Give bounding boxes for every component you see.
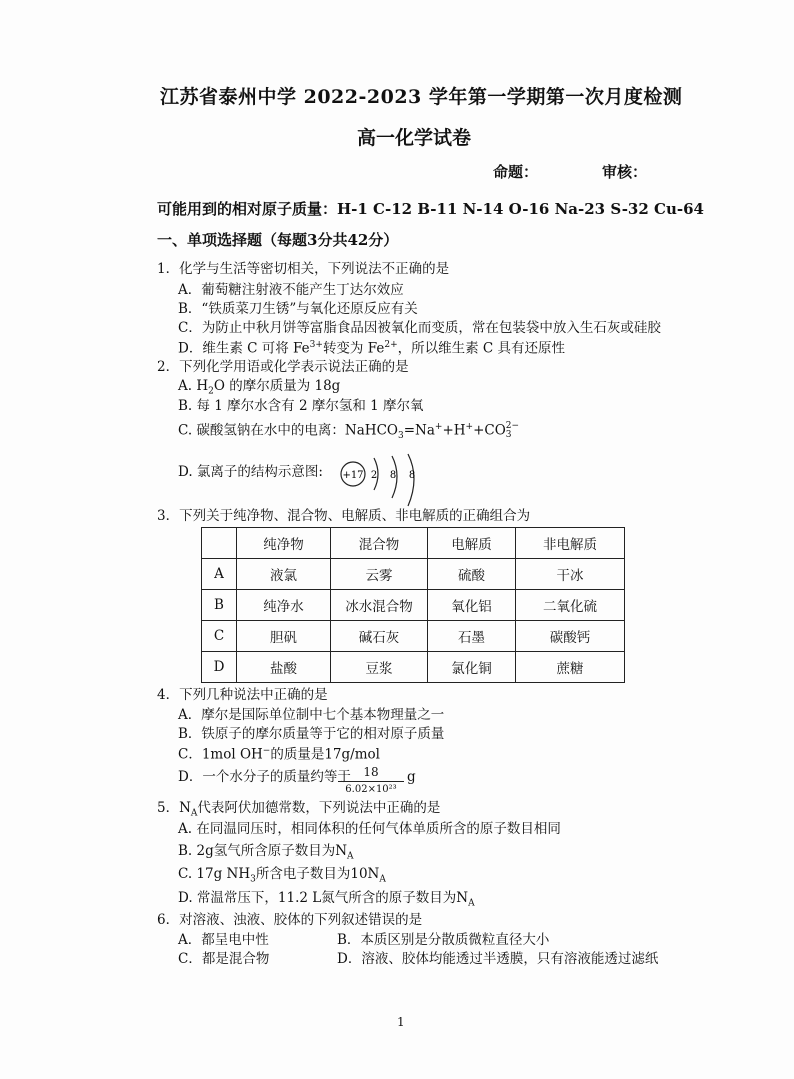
table-cell: 石墨	[428, 621, 516, 652]
reviewer-label: 审核：	[602, 163, 648, 181]
table-cell: 二氧化硫	[516, 590, 625, 621]
table-header-row	[202, 528, 625, 559]
q5-option-a: A. 在同温同压时，相同体积的任何气体单质所含的原子数目相同	[178, 821, 561, 837]
q2-option-d: D. 氯离子的结构示意图:	[178, 464, 323, 480]
table-cell: 硫酸	[428, 559, 516, 590]
q4-stem: 4．下列几种说法中正确的是	[157, 687, 328, 703]
table-cell: 液氯	[237, 559, 331, 590]
table-cell: 碳酸钙	[516, 621, 625, 652]
section-title: 一、单项选择题（每题3分共42分）	[157, 231, 399, 249]
q3-stem: 3．下列关于纯净物、混合物、电解质、非电解质的正确组合为	[157, 508, 531, 524]
chloride-ion-structure-diagram	[336, 452, 426, 508]
q6-option-a: A．都呈电中性	[178, 932, 269, 948]
fraction-numerator: 18	[338, 765, 404, 782]
table-row	[202, 590, 625, 621]
table-cell: D	[202, 652, 237, 683]
q4-option-a: A．摩尔是国际单位制中七个基本物理量之一	[178, 707, 445, 723]
q4-unit: g	[407, 769, 416, 785]
table-cell: B	[202, 590, 237, 621]
q2-option-b: B. 每 1 摩尔水含有 2 摩尔氢和 1 摩尔氧	[178, 398, 424, 414]
table-header-cell: 纯净物	[237, 528, 331, 559]
q4-option-c: C．1mol OH−的质量是17g/mol	[178, 746, 380, 763]
table-header-cell: 电解质	[428, 528, 516, 559]
table-cell: C	[202, 621, 237, 652]
table-cell: 云雾	[331, 559, 428, 590]
q5-stem: 5．$N_A$代表阿伏加德常数，下列说法中正确的是	[157, 800, 441, 819]
table-cell: A	[202, 559, 237, 590]
q5-option-d: D. 常温常压下，11.2 L氮气所含的原子数目为$N_A$	[178, 890, 475, 909]
table-cell: 氯化铜	[428, 652, 516, 683]
table-cell: 豆浆	[331, 652, 428, 683]
table-header-cell: 非电解质	[516, 528, 625, 559]
q5-option-b: B. 2g氢气所含原子数目为$N_A$	[178, 843, 354, 862]
table-row	[202, 652, 625, 683]
table-cell: 纯净水	[237, 590, 331, 621]
table-header-cell: 混合物	[331, 528, 428, 559]
nucleus-charge: +17	[342, 470, 364, 481]
q1-option-c: C．为防止中秋月饼等富脂食品因被氧化而变质，常在包装袋中放入生石灰或硅胶	[178, 320, 661, 336]
table-row	[202, 621, 625, 652]
table-cell: 冰水混合物	[331, 590, 428, 621]
q4-option-d: D．一个水分子的质量约等于	[178, 769, 351, 785]
q2-option-a: A. $H_2O$ 的摩尔质量为 18g	[178, 378, 341, 397]
classification-table	[201, 527, 625, 683]
q6-option-c: C．都是混合物	[178, 951, 270, 967]
table-row	[202, 559, 625, 590]
table-cell: 干冰	[516, 559, 625, 590]
q1-option-d: D．维生素 C 可将 $Fe^{3+}$转变为 $Fe^{2+}$，所以维生素 C 具有还原性	[178, 340, 566, 357]
q2-option-c: C. 碳酸氢钠在水中的电离：NaHCO$_3$=Na++H++CO 2− 3	[178, 421, 520, 442]
atomic-masses: 可能用到的相对原子质量：H-1 C-12 B-11 N-14 O-16 Na-23 S-32 Cu-64	[157, 200, 704, 218]
q1-option-b: B．“铁质菜刀生锈”与氧化还原反应有关	[178, 301, 418, 317]
exam-subtitle: 高一化学试卷	[357, 127, 472, 149]
fraction-denominator: 6.02×10²³	[345, 784, 397, 795]
shell-1-count: 2	[370, 470, 378, 481]
molecule-mass-fraction	[338, 765, 404, 795]
q1-stem: 1．化学与生活等密切相关，下列说法不正确的是	[157, 261, 450, 277]
q4-option-b: B．铁原子的摩尔质量等于它的相对原子质量	[178, 726, 445, 742]
proposer-label: 命题：	[493, 163, 539, 181]
shell-3-count: 8	[408, 470, 416, 481]
table-cell: 盐酸	[237, 652, 331, 683]
q6-option-b: B．本质区别是分散质微粒直径大小	[337, 932, 550, 948]
table-cell: 胆矾	[237, 621, 331, 652]
page-number: 1	[397, 1015, 405, 1029]
q2-stem: 2．下列化学用语或化学表示说法正确的是	[157, 359, 409, 375]
table-header-cell	[202, 528, 237, 559]
q1-option-a: A．葡萄糖注射液不能产生丁达尔效应	[178, 282, 404, 298]
q6-option-d: D．溶液、胶体均能透过半透膜，只有溶液能透过滤纸	[337, 951, 659, 967]
table-cell: 氧化铝	[428, 590, 516, 621]
q6-stem: 6．对溶液、浊液、胶体的下列叙述错误的是	[157, 912, 423, 928]
table-cell: 蔗糖	[516, 652, 625, 683]
q5-option-c: C. 17g $NH_3$所含电子数目为$10N_A$	[178, 866, 386, 885]
shell-2-count: 8	[389, 470, 397, 481]
table-cell: 碱石灰	[331, 621, 428, 652]
exam-title: 江苏省泰州中学 2022-2023 学年第一学期第一次月度检测	[160, 86, 683, 108]
